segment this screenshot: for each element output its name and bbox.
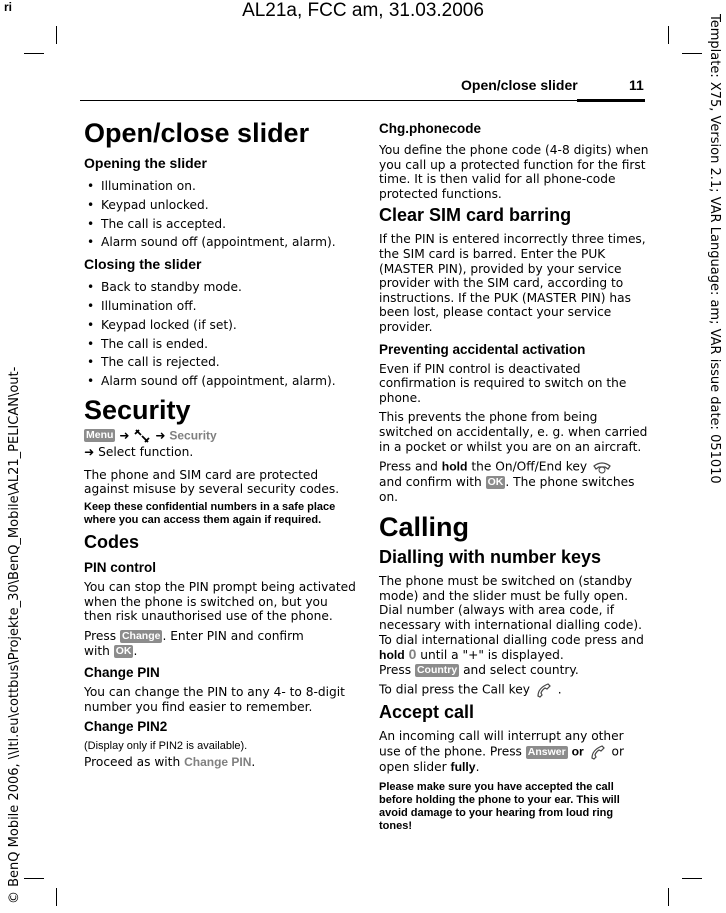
proceed-line [84,755,356,770]
or-text: or [571,744,584,759]
arrow-icon: ➜ [119,428,130,443]
hold-text: hold [379,648,405,663]
fcc-header: AL21a, FCC am, 31.03.2006 [242,0,484,21]
security-note: Keep these confidential numbers in a safe place where you can access them again if required. [84,500,336,526]
page-number-rule [577,99,645,102]
crop-mark [24,53,44,54]
pin-control-text: You can stop the PIN prompt being activated when the phone is switched on, but you then risk unauthorised use of the phone. [84,580,356,624]
dialling-body-2: until a "+" is displayed. [420,648,564,663]
call-key-icon [588,744,608,760]
hold-text: hold [441,459,468,474]
select-country-text: and select country. [463,662,579,677]
period: . [251,755,256,770]
dialling-body: The phone must be switched on (standby mode) and the slider must be fully open. Dial number (always with area code, if necessary with international dialling code). To dial international dialling code press and [379,574,644,647]
heading-dialling: Dialling with number keys [379,547,602,568]
with-text: with [84,643,110,658]
heading-closing-slider: Closing the slider [84,256,202,273]
open-slider-text: open slider [379,760,447,775]
change-softkey: Change [121,629,161,642]
list-item: • Back to standby mode. [84,278,356,297]
period: . [557,682,562,697]
side-copyright: © BenQ Mobile 2006, \\Itl.eu\cottbus\Projekte_30\BenQ_Mobile\AL21_PELICAN\out- [7,366,22,904]
opening-list [84,177,356,252]
heading-open-close-slider: Open/close slider [84,118,310,148]
header-rule [80,100,645,101]
country-softkey: Country [416,663,458,676]
pin-control-press [84,629,356,658]
heading-change-pin2: Change PIN2 [84,719,168,735]
menu-softkey: Menu [86,429,114,442]
heading-change-pin: Change PIN [84,665,160,681]
crop-mark [56,26,57,44]
zero-key: 0 [408,646,417,663]
ok-softkey: OK [115,644,132,657]
heading-accept-call: Accept call [379,702,475,723]
phone-switches-text: . The phone switches on. [379,475,635,504]
change-pin-text: You can change the PIN to any 4- to 8-digit number you find easier to remember. [84,685,345,714]
heading-security: Security [84,394,191,425]
crop-mark [24,878,44,879]
heading-opening-slider: Opening the slider [84,155,207,171]
call-key-icon [534,682,554,698]
menu-security-label: Security [169,428,217,443]
menu-path [84,428,356,444]
call-key-line [379,682,649,698]
heading-pin-control: PIN control [84,560,157,576]
heading-codes: Codes [84,532,140,553]
proceed-text: Proceed as with [84,755,181,770]
accept-note: Please make sure you have accepted the call before holding the phone to your ear. This will avoid damage to your hearing from loud ring tones! [379,780,620,833]
end-key-text: the On/Off/End key [471,459,588,474]
clear-sim-text: If the PIN is entered incorrectly three times, the SIM card is barred. Enter the PUK (MASTER PIN), provided by your service provider with the SIM card, according to instructions. If the PUK (MASTER PIN) has been lost, please contact your service provider. [379,232,646,334]
right-column [379,120,649,838]
call-key-text: To dial press the Call key [379,682,530,697]
crop-mark [56,888,57,906]
side-template: Template: X75, Version 2.1; VAR Language: am; VAR issue date: 051010 [707,14,722,484]
tools-icon [133,428,151,444]
heading-clear-sim-barring: Clear SIM card barring [379,205,572,226]
accept-body: An incoming call will interrupt any other use of the phone. Press [379,729,624,759]
list-item: • Alarm sound off (appointment, alarm). [84,372,356,391]
crop-mark [668,26,669,44]
list-item: • Keypad locked (if set). [84,316,356,335]
select-function [84,445,356,460]
prevent-text-1: Even if PIN control is deactivated confirmation is required to switch on the phone. [379,361,627,405]
press-and-text: Press and [379,459,438,474]
list-item: • The call is accepted. [84,215,356,234]
crop-mark [682,53,702,54]
period: . [133,643,138,658]
press-hold-end-key [379,459,649,504]
security-intro: The phone and SIM card are protected against misuse by several security codes. [84,467,340,497]
ok-softkey: OK [487,476,504,489]
period: . [475,760,480,775]
page-number: 11 [629,77,644,93]
enter-pin-text: . Enter PIN and confirm [162,628,304,643]
heading-chg-phonecode: Chg.phonecode [379,121,481,136]
list-item: • Alarm sound off (appointment, alarm). [84,233,356,252]
press-text: Press [84,628,117,643]
select-function-text: Select function. [98,444,194,459]
list-item: • The call is rejected. [84,353,356,372]
list-item: • The call is ended. [84,335,356,354]
closing-list [84,278,356,391]
arrow-icon: ➜ [155,428,166,443]
list-item: • Keypad unlocked. [84,196,356,215]
corner-mark: ri [4,0,13,14]
dialling-text [379,574,649,677]
chg-phonecode-text: You define the phone code (4-8 digits) when you call up a protected function for the first time. It is then valid for all phone-code protected functions. [379,143,649,201]
heading-calling: Calling [379,512,470,543]
running-head-title: Open/close slider [461,77,578,93]
list-item: • Illumination on. [84,177,356,196]
end-key-icon [591,459,613,475]
press-text: Press [379,662,412,677]
crop-mark [668,888,669,906]
change-pin-ref: Change PIN [184,755,252,770]
or-text: or [611,744,624,759]
fully-text: fully [450,760,476,775]
answer-softkey: Answer [527,745,566,758]
arrow-icon: ➜ [84,444,95,459]
change-pin2-note: (Display only if PIN2 is available). [84,740,248,753]
confirm-text: and confirm with [379,475,482,490]
left-column [84,116,356,774]
accept-text [379,729,649,774]
heading-preventing-activation: Preventing accidental activation [379,341,586,357]
crop-mark [682,878,702,879]
list-item: • Illumination off. [84,297,356,316]
prevent-text-2: This prevents the phone from being switched on accidentally, e. g. when carried in a pocket or whilst you are on an aircraft. [379,410,648,454]
